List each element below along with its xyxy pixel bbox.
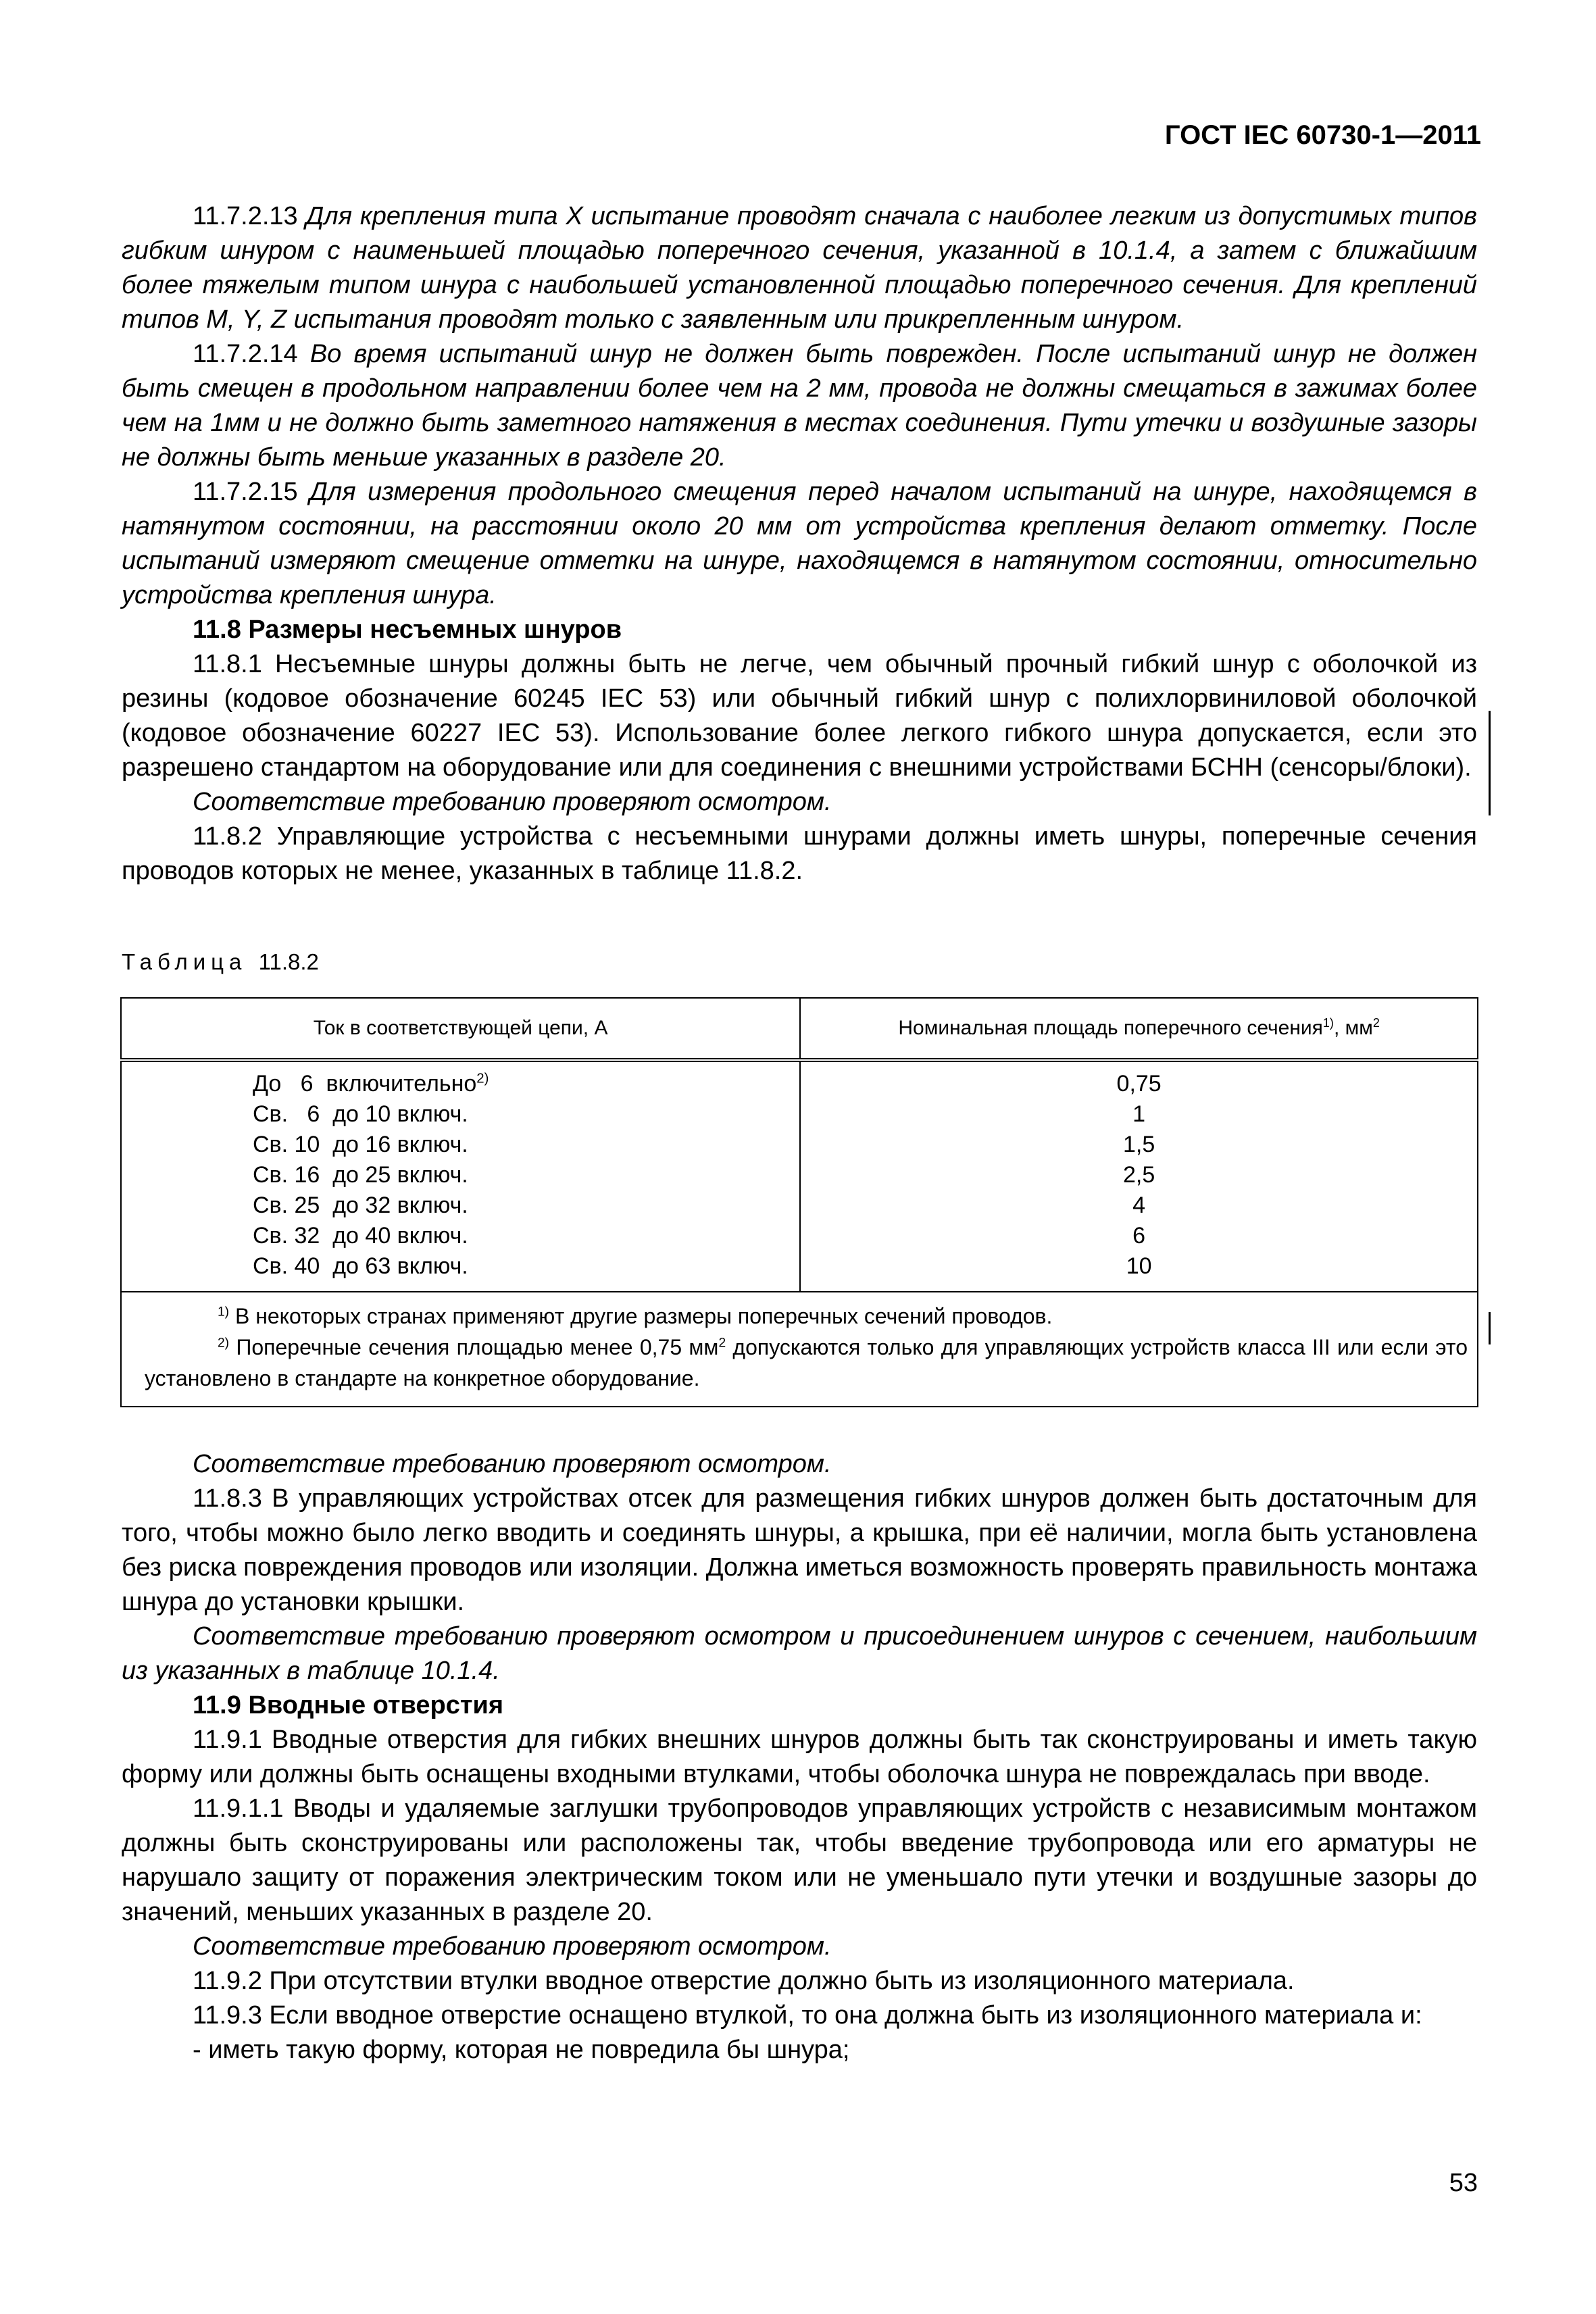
current-range: Св. 6 до 10 включ. [253,1101,468,1127]
area-value: 1 [1132,1101,1146,1127]
clause-text: Для измерения продольного смещения перед началом испытаний на шнуре, находящемся в натянутом состоянии, на расстоянии около 20 мм от устройства крепления делают отметку. После испытаний измеряют смещение отметки на шнуре, находящемся в натянутом состоянии, относительно устройства крепления шнура. [122,478,1478,609]
clause-number: 11.7.2.13 [193,202,298,230]
table-notes-row [121,1292,1478,1407]
footnote-ref: 1) [1322,1016,1334,1030]
paragraph-11-9-1: 11.9.1 Вводные отверстия для гибких внешних шнуров должны быть так сконструированы и иметь такую форму или должны быть оснащены входными втулками, чтобы оболочка шнура не повреждалась при вводе. [122,1726,1477,1788]
change-bar [1489,711,1491,815]
footnote-ref: 2) [476,1071,489,1086]
current-range: Св. 10 до 16 включ. [253,1132,468,1157]
column-header-current: Ток в соответствующей цепи, А [121,998,800,1060]
area-value: 6 [1132,1223,1146,1249]
heading-11-8: 11.8 Размеры несъемных шнуров [193,615,622,644]
current-range [253,1069,799,1099]
compliance-note: Соответствие требованию проверяют осмотром и присоединением шнуров с сечением, наибольшим из указанных в таблице 10.1.4. [122,1622,1477,1685]
header-text: Номинальная площадь поперечного сечения [898,1017,1323,1039]
table-header-row [121,998,1478,1060]
note-text: Поперечные сечения площадью менее 0,75 мм [229,1335,719,1359]
area-value: 2,5 [1122,1162,1155,1188]
paragraph-11-8-2: 11.8.2 Управляющие устройства с несъемными шнурами должны иметь шнуры, поперечные сечения проводов которых не менее, указанных в таблице 11.8.2. [122,822,1477,885]
current-range-label: До 6 включительно [253,1071,477,1097]
current-range: Св. 25 до 32 включ. [253,1192,468,1218]
compliance-note: Соответствие требованию проверяют осмотром. [193,1932,832,1961]
heading-11-9: 11.9 Вводные отверстия [193,1691,504,1719]
current-range: Св. 32 до 40 включ. [253,1223,468,1249]
current-range: Св. 40 до 63 включ. [253,1253,468,1279]
unit-superscript: 2 [718,1336,726,1351]
clause-text: Для крепления типа X испытание проводят сначала с наиболее легким из допустимых типов гибким шнуром с наименьшей площадью поперечного сечения, указанной в 10.1.4, а затем с ближайшим более тяжелым типом шнура с наибольшей установленной площадью поперечного сечения. Для креплений типов М, Y, Z испытания проводят только с заявленным или прикрепленным шнуром. [122,202,1477,334]
list-item: - иметь такую форму, которая не повредила бы шнура; [193,2036,850,2064]
area-values-cell [800,1060,1478,1292]
column-header-area [800,998,1478,1060]
body-section-2 [122,1447,1477,2067]
clause-text: Во время испытаний шнур не должен быть поврежден. После испытаний шнур не должен быть смещен в продольном направлении более чем на 2 мм, провода не должны смещаться в зажимах более чем на 1мм и не должно быть заметного натяжения в местах соединения. Пути утечки и воздушные зазоры не должны быть меньше указанных в разделе 20. [122,340,1478,472]
unit-superscript: 2 [1372,1016,1380,1030]
clause-number: 11.7.2.14 [193,340,298,368]
paragraph-11-9-3: 11.9.3 Если вводное отверстие оснащено втулкой, то она должна быть из изоляционного материала и: [193,2001,1422,2030]
paragraph-11-9-1-1: 11.9.1.1 Вводы и удаляемые заглушки трубопроводов управляющих устройств с независимым монтажом должны быть сконструированы или расположены так, чтобы введение трубопровода или его арматуры не нарушало защиту от поражения электрическим током или не уменьшало пути утечки и воздушные зазоры до значений, меньших указанных в разделе 20. [122,1794,1477,1926]
table-caption-number: 11.8.2 [258,949,319,974]
table-note-1 [145,1301,1468,1332]
area-value: 0,75 [1116,1071,1162,1097]
cord-section-table [120,997,1478,1407]
page-header: ГОСТ IEC 60730-1—2011 [1164,120,1481,150]
compliance-note: Соответствие требованию проверяют осмотром. [193,1450,832,1478]
footnote-mark: 2) [218,1336,230,1351]
table-notes [121,1292,1478,1407]
note-text: В некоторых странах применяют другие размеры поперечных сечений проводов. [229,1304,1053,1328]
table-body-row [121,1060,1478,1292]
footnote-mark: 1) [218,1305,230,1319]
note-text: допускаются только для управляющих устройств класса III или если это установлено в стандарте на конкретное оборудование. [145,1335,1468,1390]
paragraph-11-7-2-15 [122,475,1477,613]
current-range: Св. 16 до 25 включ. [253,1162,468,1188]
change-bar [1489,1312,1491,1344]
paragraph-11-7-2-13 [122,199,1477,337]
table-caption [122,949,319,975]
area-value: 10 [1126,1253,1152,1279]
paragraph-11-8-3: 11.8.3 В управляющих устройствах отсек для размещения гибких шнуров должен быть достаточным для того, чтобы можно было легко вводить и соединять шнуры, а крышка, при её наличии, могла быть установлена без риска повреждения проводов или изоляции. Должна иметься возможность проверять правильность монтажа шнура до установки крышки. [122,1484,1477,1616]
table-note-2 [145,1332,1468,1394]
paragraph-11-7-2-14 [122,337,1477,475]
table-caption-label: Таблица [122,949,247,974]
area-value: 4 [1132,1192,1146,1218]
paragraph-11-8-1: 11.8.1 Несъемные шнуры должны быть не легче, чем обычный прочный гибкий шнур с оболочкой из резины (кодовое обозначение 60245 IEC 53) или обычный гибкий шнур с полихлорвиниловой оболочкой (кодовое обозначение 60227 IEC 53). Использование более легкого гибкого шнура допускается, если это разрешено стандартом на оборудование или для соединения с внешними устройствами БСНН (сенсоры/блоки). [122,650,1477,782]
header-unit: , мм [1333,1017,1373,1039]
area-value: 1,5 [1122,1132,1155,1157]
paragraph-11-9-2: 11.9.2 При отсутствии втулки вводное отверстие должно быть из изоляционного материала. [193,1967,1295,1995]
compliance-note: Соответствие требованию проверяют осмотром. [193,788,832,816]
page-number: 53 [1449,2169,1478,2197]
body-section-1 [122,199,1477,888]
clause-number: 11.7.2.15 [193,478,298,506]
current-ranges-cell [121,1060,800,1292]
